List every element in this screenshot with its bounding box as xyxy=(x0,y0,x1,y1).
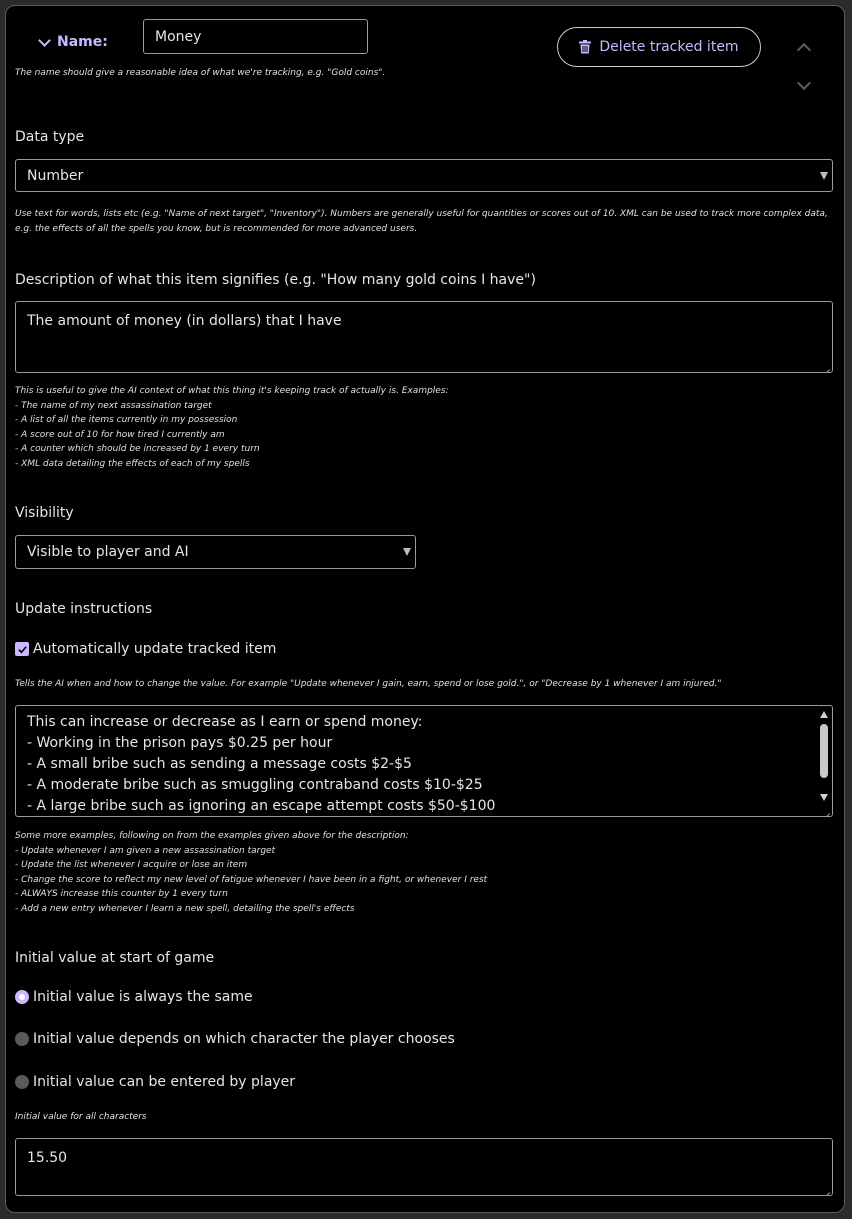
initial-value: 15.50 xyxy=(27,1150,68,1166)
resize-handle-icon[interactable] xyxy=(822,806,830,814)
instruction-line: This can increase or decrease as I earn or spend money: xyxy=(27,714,423,730)
help-line: - Add a new entry whenever I learn a new spell, detailing the spell's effects xyxy=(15,903,355,914)
name-input[interactable] xyxy=(143,19,368,54)
chevron-down-icon xyxy=(38,34,51,47)
help-line: This is useful to give the AI context of what this thing it's keeping track of actually is. Examples: xyxy=(15,386,449,396)
initial-option-same[interactable] xyxy=(15,989,253,1005)
help-line: - The name of my next assassination target xyxy=(15,400,212,411)
initial-option-player[interactable] xyxy=(15,1074,295,1090)
description-heading: Description of what this item signifies (e.g. "How many gold coins I have") xyxy=(15,272,536,288)
initial-value-label: Initial value for all characters xyxy=(15,1112,147,1122)
auto-update-label: Automatically update tracked item xyxy=(33,641,277,657)
data-type-select[interactable] xyxy=(15,159,833,192)
help-line: - ALWAYS increase this counter by 1 every turn xyxy=(15,889,228,899)
delete-button-label: Delete tracked item xyxy=(599,39,739,55)
caret-down-icon xyxy=(820,172,828,180)
update-help: Tells the AI when and how to change the value. For example "Update whenever I gain, earn, spend or lose gold.", or "Decrease by 1 whenever I am injured." xyxy=(15,679,722,689)
trash-icon xyxy=(579,40,591,54)
help-line: - A list of all the items currently in my possession xyxy=(15,415,238,425)
data-type-selected: Number xyxy=(27,167,84,184)
scroll-up-icon[interactable] xyxy=(820,711,828,718)
instruction-line: - A small bribe such as sending a message costs $2-$5 xyxy=(27,756,412,772)
visibility-heading: Visibility xyxy=(15,505,74,521)
tracked-item-panel xyxy=(5,5,845,1213)
help-line: - Change the score to reflect my new level of fatigue whenever I have been in a fight, or whenever I rest xyxy=(15,874,488,885)
update-examples-help xyxy=(15,829,487,916)
help-line: - A score out of 10 for how tired I currently am xyxy=(15,429,225,440)
help-line: - A counter which should be increased by 1 every turn xyxy=(15,444,260,454)
radio-unselected[interactable] xyxy=(15,1075,29,1089)
instruction-line: - A large bribe such as ignoring an escape attempt costs $50-$100 xyxy=(27,798,496,814)
option-label: Initial value is always the same xyxy=(33,989,253,1005)
initial-value-heading: Initial value at start of game xyxy=(15,950,215,966)
move-down-icon[interactable] xyxy=(797,76,811,90)
visibility-select[interactable] xyxy=(15,535,416,569)
description-value: The amount of money (in dollars) that I have xyxy=(27,313,342,329)
initial-option-character[interactable] xyxy=(15,1031,455,1047)
radio-unselected[interactable] xyxy=(15,1032,29,1046)
initial-value-textarea[interactable] xyxy=(15,1138,833,1196)
visibility-selected: Visible to player and AI xyxy=(27,544,189,560)
move-up-icon[interactable] xyxy=(797,43,811,57)
help-line: - Update the list whenever I acquire or lose an item xyxy=(15,860,248,870)
description-textarea[interactable] xyxy=(15,301,833,373)
description-help xyxy=(15,384,449,471)
update-heading: Update instructions xyxy=(15,601,153,617)
auto-update-row[interactable] xyxy=(15,641,276,657)
resize-handle-icon[interactable] xyxy=(822,362,830,370)
name-help: The name should give a reasonable idea of what we're tracking, e.g. "Gold coins". xyxy=(15,68,386,78)
option-label: Initial value can be entered by player xyxy=(33,1074,296,1090)
option-label: Initial value depends on which character the player chooses xyxy=(33,1031,455,1047)
name-label: Name: xyxy=(57,34,108,50)
instruction-line: - A moderate bribe such as smuggling contraband costs $10-$25 xyxy=(27,777,483,793)
name-toggle[interactable] xyxy=(40,34,108,50)
help-line: - XML data detailing the effects of each of my spells xyxy=(15,458,250,469)
textarea-scrollbar[interactable] xyxy=(817,707,831,815)
scrollbar-thumb[interactable] xyxy=(820,724,828,778)
data-type-heading: Data type xyxy=(15,129,85,145)
auto-update-checkbox[interactable] xyxy=(15,642,29,656)
delete-tracked-item-button[interactable] xyxy=(557,27,761,67)
data-type-help: Use text for words, lists etc (e.g. "Name of next target", "Inventory"). Numbers are generally useful for quantities or scores out of 10. XML can be used to track more complex data, e.g. the effects of all the spells you know, but is recommended for more advanced users. xyxy=(15,209,828,234)
scroll-down-icon[interactable] xyxy=(820,794,828,801)
help-line: Some more examples, following on from the examples given above for the description: xyxy=(15,831,409,841)
checkmark-icon xyxy=(17,644,28,655)
instruction-line: - Working in the prison pays $0.25 per hour xyxy=(27,735,333,751)
caret-down-icon xyxy=(403,548,411,556)
radio-selected[interactable] xyxy=(15,990,29,1004)
update-instructions-textarea[interactable] xyxy=(15,705,833,817)
help-line: - Update whenever I am given a new assassination target xyxy=(15,845,276,856)
resize-handle-icon[interactable] xyxy=(822,1185,830,1193)
